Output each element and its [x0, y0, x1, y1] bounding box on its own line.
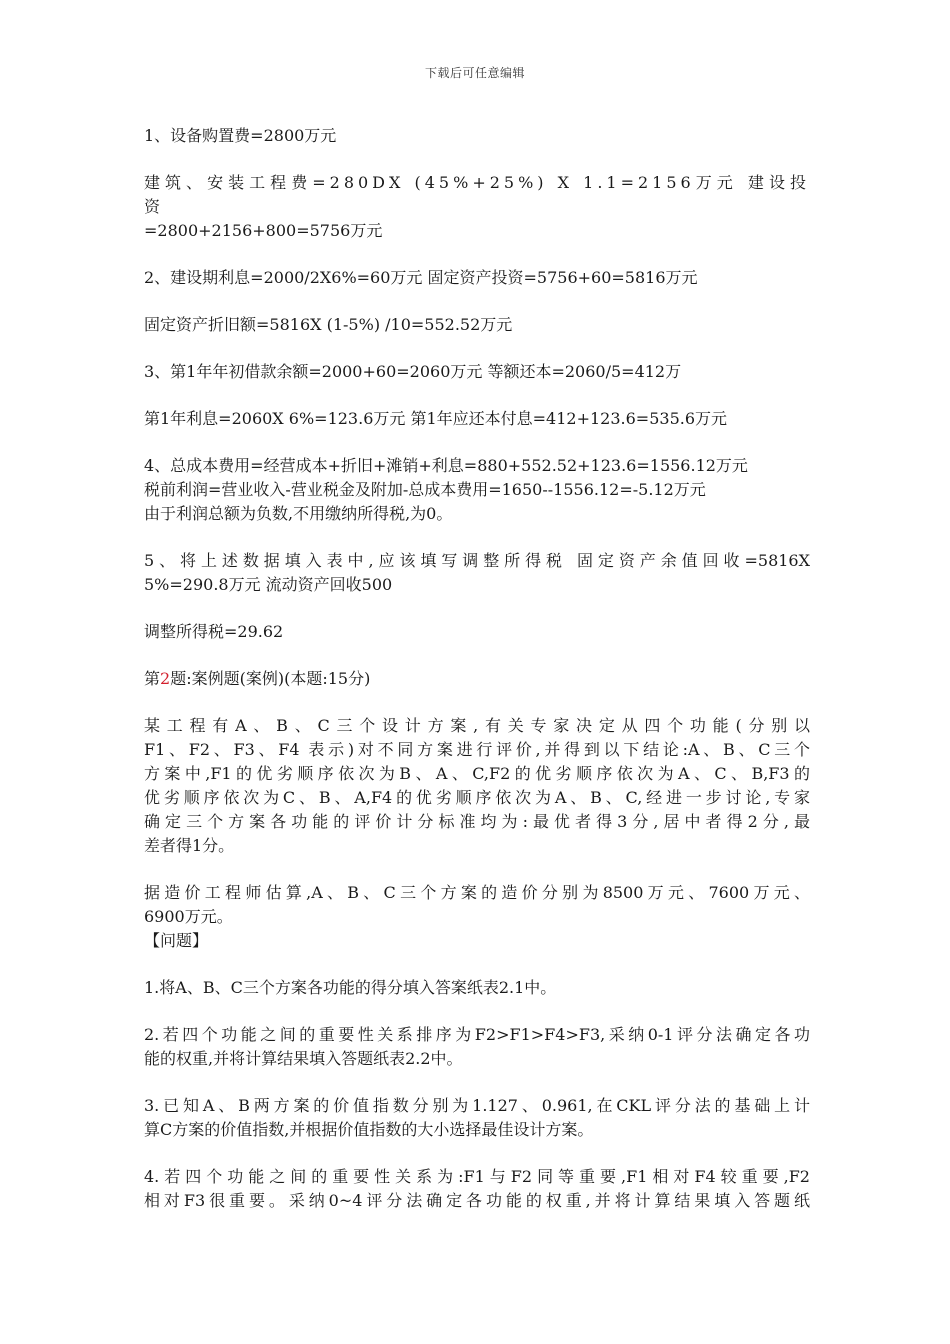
problem-4a: 4.若四个功能之间的重要性关系为:F1与F2同等重要,F1相对F4较重要,F2: [144, 1167, 810, 1186]
case-paragraph-1d: 优劣顺序依次为C、B、A,F4的优劣顺序依次为A、B、C,经进一步讨论,专家: [144, 788, 810, 807]
problem-heading: 【问题】: [144, 931, 209, 950]
answer-line-8a: 5、将上述数据填入表中,应该填写调整所得税 固定资产余值回收=5816X: [144, 551, 810, 570]
question-suffix: 题:案例题(案例)(本题:15分): [170, 669, 371, 688]
problem-3a: 3.已知A、B两方案的价值指数分别为1.127、0.961,在CKL评分法的基础上计: [144, 1096, 810, 1115]
answer-line-1: 1、设备购置费=2800万元: [144, 126, 337, 145]
answer-line-7a: 4、总成本费用=经营成本+折旧+滩销+利息=880+552.52+123.6=1556.12万元: [144, 456, 748, 475]
case-paragraph-1e: 确定三个方案各功能的评价计分标准均为:最优者得3分,居中者得2分,最: [144, 812, 810, 831]
page-header: 下载后可任意编辑: [424, 66, 525, 80]
answer-line-7c: 由于利润总额为负数,不用缴纳所得税,为0。: [144, 504, 453, 523]
answer-line-6: 第1年利息=2060X 6%=123.6万元 第1年应还本付息=412+123.6=535.6万元: [144, 409, 728, 428]
problem-2a: 2.若四个功能之间的重要性关系排序为F2>F1>F4>F3,采纳0-1评分法确定各功: [144, 1025, 810, 1044]
document-body: [144, 124, 810, 1213]
problem-3b: 算C方案的价值指数,并根据价值指数的大小选择最佳设计方案。: [144, 1120, 594, 1139]
problem-4b: 相对F3很重要。采纳0~4评分法确定各功能的权重,并将计算结果填入答题纸: [144, 1191, 810, 1210]
case-paragraph-1c: 方案中,F1的优劣顺序依次为B、A、C,F2的优劣顺序依次为A、C、B,F3的: [144, 764, 810, 783]
problem-2b: 能的权重,并将计算结果填入答题纸表2.2中。: [144, 1049, 463, 1068]
answer-line-2b: =2800+2156+800=5756万元: [144, 221, 383, 240]
case-paragraph-1f: 差者得1分。: [144, 836, 235, 855]
case-paragraph-1b: F1、F2、F3、F4 表示)对不同方案进行评价,并得到以下结论:A、B、C三个: [144, 740, 810, 759]
case-paragraph-2b: 6900万元。: [144, 907, 233, 926]
answer-line-8b: 5%=290.8万元 流动资产回收500: [144, 575, 393, 594]
answer-line-3: 2、建设期利息=2000/2X6%=60万元 固定资产投资=5756+60=5816万元: [144, 268, 698, 287]
answer-line-4: 固定资产折旧额=5816X (1-5%) /10=552.52万元: [144, 315, 513, 334]
case-paragraph-1a: 某工程有A、B、C三个设计方案,有关专家决定从四个功能(分别以: [144, 716, 810, 735]
question-number: 2: [160, 669, 171, 688]
question-title: [144, 667, 810, 691]
case-paragraph-2a: 据造价工程师估算,A、B、C三个方案的造价分别为8500万元、7600万元、: [144, 883, 810, 902]
question-prefix: 第: [144, 669, 161, 688]
problem-1: 1.将A、B、C三个方案各功能的得分填入答案纸表2.1中。: [144, 978, 557, 997]
answer-line-7b: 税前利润=营业收入-营业税金及附加-总成本费用=1650--1556.12=-5.12万元: [144, 480, 706, 499]
answer-line-5: 3、第1年年初借款余额=2000+60=2060万元 等额还本=2060/5=412万: [144, 362, 682, 381]
answer-line-2a: 建筑、安装工程费=280DX (45%+25%) X 1.1=2156万元 建设投资: [144, 173, 810, 216]
answer-line-9: 调整所得税=29.62: [144, 622, 284, 641]
